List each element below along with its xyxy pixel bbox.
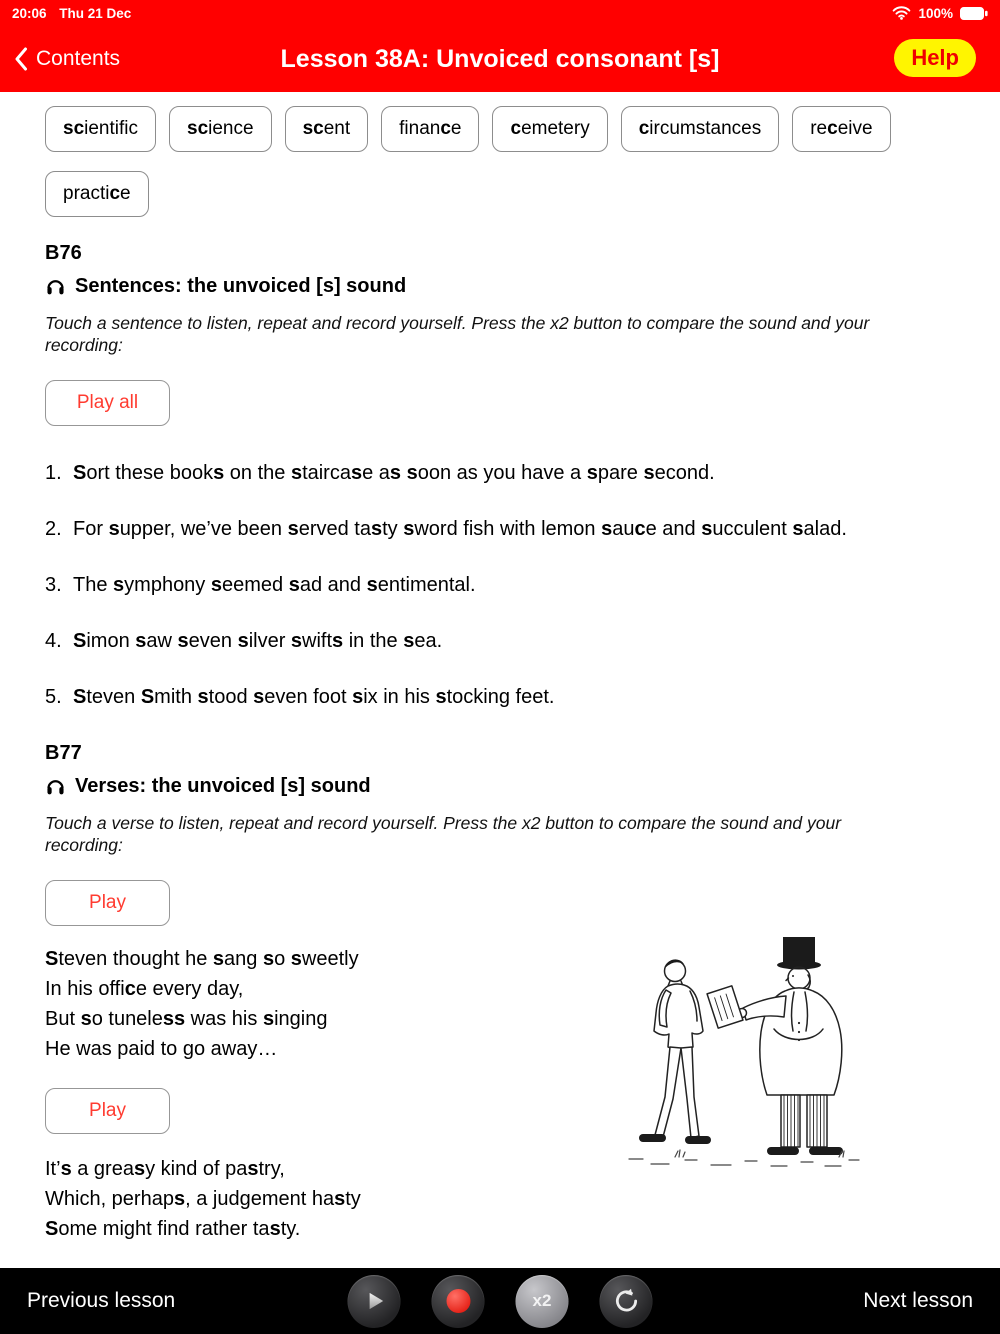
previous-lesson-button[interactable]: Previous lesson xyxy=(27,1289,176,1312)
word-button-practice[interactable]: practi c e xyxy=(45,171,149,217)
status-right xyxy=(892,6,988,21)
status-bar xyxy=(0,0,1000,26)
sentence-1[interactable] xyxy=(45,462,960,485)
section-heading-text: Verses: the unvoiced [s] sound xyxy=(75,775,371,798)
x2-icon: x2 xyxy=(532,1291,552,1310)
section-heading-b77 xyxy=(45,775,960,798)
sentence-text: For supper, we’ve been served tasty sword fish with lemon sauce and succulent salad. xyxy=(73,518,847,541)
instruction-b77: Touch a verse to listen, repeat and record yourself. Press the x2 button to compare the sound and your recording: xyxy=(45,813,842,856)
play-verse-1-button[interactable]: Play xyxy=(45,880,170,926)
wifi-icon xyxy=(892,6,911,20)
record-icon xyxy=(446,1289,470,1313)
page-title: Lesson 38A: Unvoiced consonant [s] xyxy=(280,44,720,73)
section-label-b77: B77 xyxy=(45,742,82,765)
sentence-4[interactable] xyxy=(45,630,960,653)
play-verse-2-button[interactable]: Play xyxy=(45,1088,170,1134)
status-left xyxy=(12,6,140,21)
verse-line: But so tuneless was his singing xyxy=(45,1008,328,1031)
word-button-scientific[interactable]: sc ientific xyxy=(45,106,156,152)
back-button[interactable] xyxy=(14,26,120,92)
chevron-left-icon xyxy=(14,47,28,71)
sentence-number: 2. xyxy=(45,518,62,541)
sentence-text: Steven Smith stood seven foot six in his stocking feet. xyxy=(73,686,555,709)
header xyxy=(0,26,1000,92)
word-button-scent[interactable]: sc ent xyxy=(285,106,369,152)
next-lesson-button[interactable]: Next lesson xyxy=(863,1289,973,1312)
play-audio-button[interactable] xyxy=(348,1275,401,1328)
word-button-receive[interactable]: re c eive xyxy=(792,106,890,152)
section-heading-b76 xyxy=(45,275,960,298)
verse-line: He was paid to go away… xyxy=(45,1038,278,1061)
repeat-icon xyxy=(612,1287,640,1315)
play-icon xyxy=(361,1288,387,1314)
sentence-number: 4. xyxy=(45,630,62,653)
word-button-circumstances[interactable]: c ircumstances xyxy=(621,106,780,152)
status-date: Thu 21 Dec xyxy=(59,5,132,21)
sentence-text: Sort these books on the staircase as soon as you have a spare second. xyxy=(73,462,715,485)
help-button[interactable]: Help xyxy=(894,39,976,77)
sentence-list xyxy=(45,462,960,709)
word-button-finance[interactable]: finan c e xyxy=(381,106,479,152)
repeat-button[interactable] xyxy=(600,1275,653,1328)
word-button-row xyxy=(45,106,960,236)
lesson-content xyxy=(0,92,1000,1244)
sentence-3[interactable] xyxy=(45,574,960,597)
sentence-text: Simon saw seven silver swifts in the sea. xyxy=(73,630,443,653)
verses-area xyxy=(45,880,960,1244)
section-heading-text: Sentences: the unvoiced [s] sound xyxy=(75,275,407,297)
headphones-icon xyxy=(45,276,66,297)
play-all-button[interactable]: Play all xyxy=(45,380,170,426)
compare-x2-button[interactable] xyxy=(516,1275,569,1328)
verse-line: Which, perhaps, a judgement hasty xyxy=(45,1188,361,1211)
sentence-number: 1. xyxy=(45,462,62,485)
battery-icon xyxy=(960,7,988,20)
back-label: Contents xyxy=(36,47,121,70)
instruction-b76: Touch a sentence to listen, repeat and record yourself. Press the x2 button to compare the sound and your recording: xyxy=(45,313,870,356)
status-time: 20:06 xyxy=(12,5,47,21)
illustration-two-men xyxy=(615,933,865,1178)
verse-line: Some might find rather tasty. xyxy=(45,1218,301,1241)
bottom-bar xyxy=(0,1268,1000,1334)
sentence-5[interactable] xyxy=(45,686,960,709)
transport-controls xyxy=(348,1275,653,1328)
sentence-number: 3. xyxy=(45,574,62,597)
verse-line: It’s a greasy kind of pastry, xyxy=(45,1158,285,1181)
word-button-cemetery[interactable]: c emetery xyxy=(492,106,607,152)
headphones-icon xyxy=(45,776,66,797)
sentence-text: The symphony seemed sad and sentimental. xyxy=(73,574,476,597)
verse-line: In his office every day, xyxy=(45,978,244,1001)
verse-line: Steven thought he sang so sweetly xyxy=(45,948,359,971)
sentence-number: 5. xyxy=(45,686,62,709)
battery-percent: 100% xyxy=(918,5,953,21)
record-button[interactable] xyxy=(432,1275,485,1328)
word-button-science[interactable]: sc ience xyxy=(169,106,272,152)
section-label-b76: B76 xyxy=(45,242,82,264)
sentence-2[interactable] xyxy=(45,518,960,541)
